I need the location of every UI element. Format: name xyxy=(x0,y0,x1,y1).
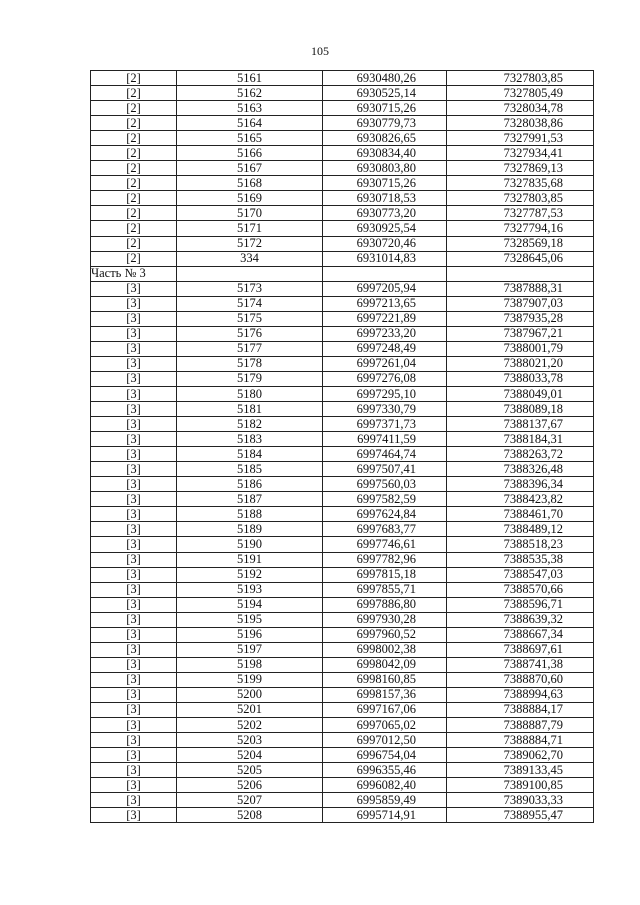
blank-cell-x xyxy=(323,266,447,281)
x-coordinate-cell: 6997233,20 xyxy=(323,326,447,341)
x-coordinate-cell: 6998160,85 xyxy=(323,672,447,687)
point-number-cell: 5184 xyxy=(177,447,323,462)
part-cell: [3] xyxy=(91,748,177,763)
part-cell: [3] xyxy=(91,417,177,432)
part-cell: [3] xyxy=(91,687,177,702)
point-number-cell: 5168 xyxy=(177,176,323,191)
x-coordinate-cell: 6997782,96 xyxy=(323,552,447,567)
point-number-cell: 5198 xyxy=(177,657,323,672)
table-row xyxy=(91,808,594,823)
part-cell: [3] xyxy=(91,597,177,612)
point-number-cell: 5185 xyxy=(177,462,323,477)
point-number-cell: 5188 xyxy=(177,507,323,522)
y-coordinate-cell: 7388396,34 xyxy=(447,477,594,492)
table-row xyxy=(91,417,594,432)
table-row xyxy=(91,597,594,612)
x-coordinate-cell: 6998157,36 xyxy=(323,687,447,702)
x-coordinate-cell: 6996355,46 xyxy=(323,763,447,778)
x-coordinate-cell: 6995859,49 xyxy=(323,793,447,808)
part-cell: [3] xyxy=(91,462,177,477)
blank-cell-y xyxy=(447,266,594,281)
x-coordinate-cell: 6930925,54 xyxy=(323,221,447,236)
table-row xyxy=(91,507,594,522)
table-row xyxy=(91,733,594,748)
x-coordinate-cell: 6996754,04 xyxy=(323,748,447,763)
y-coordinate-cell: 7387907,03 xyxy=(447,296,594,311)
table-row xyxy=(91,522,594,537)
table-row xyxy=(91,432,594,447)
point-number-cell: 5197 xyxy=(177,642,323,657)
point-number-cell: 5203 xyxy=(177,733,323,748)
x-coordinate-cell: 6997886,80 xyxy=(323,597,447,612)
part-cell: [2] xyxy=(91,191,177,206)
part-cell: [2] xyxy=(91,71,177,86)
table-row xyxy=(91,251,594,266)
x-coordinate-cell: 6997855,71 xyxy=(323,582,447,597)
x-coordinate-cell: 6996082,40 xyxy=(323,778,447,793)
part-cell: [3] xyxy=(91,386,177,401)
x-coordinate-cell: 6930720,46 xyxy=(323,236,447,251)
part-cell: [2] xyxy=(91,206,177,221)
part-cell: [3] xyxy=(91,582,177,597)
x-coordinate-cell: 6997960,52 xyxy=(323,627,447,642)
y-coordinate-cell: 7388887,79 xyxy=(447,718,594,733)
y-coordinate-cell: 7389133,45 xyxy=(447,763,594,778)
y-coordinate-cell: 7388639,32 xyxy=(447,612,594,627)
x-coordinate-cell: 6930480,26 xyxy=(323,71,447,86)
x-coordinate-cell: 6930718,53 xyxy=(323,191,447,206)
point-number-cell: 5200 xyxy=(177,687,323,702)
x-coordinate-cell: 6997582,59 xyxy=(323,492,447,507)
y-coordinate-cell: 7388461,70 xyxy=(447,507,594,522)
part-cell: [3] xyxy=(91,642,177,657)
x-coordinate-cell: 6930834,40 xyxy=(323,146,447,161)
table-row xyxy=(91,702,594,717)
point-number-cell: 5207 xyxy=(177,793,323,808)
y-coordinate-cell: 7388049,01 xyxy=(447,386,594,401)
table-row xyxy=(91,281,594,296)
table-row xyxy=(91,537,594,552)
part-cell: [3] xyxy=(91,612,177,627)
blank-cell-point xyxy=(177,266,323,281)
table-row xyxy=(91,687,594,702)
y-coordinate-cell: 7388263,72 xyxy=(447,447,594,462)
point-number-cell: 5163 xyxy=(177,101,323,116)
point-number-cell: 5169 xyxy=(177,191,323,206)
part-cell: [3] xyxy=(91,702,177,717)
point-number-cell: 5183 xyxy=(177,432,323,447)
y-coordinate-cell: 7388547,03 xyxy=(447,567,594,582)
coordinates-table-body xyxy=(91,71,594,823)
table-row xyxy=(91,627,594,642)
point-number-cell: 5193 xyxy=(177,582,323,597)
part-cell: [3] xyxy=(91,552,177,567)
table-row xyxy=(91,131,594,146)
point-number-cell: 5178 xyxy=(177,356,323,371)
y-coordinate-cell: 7328569,18 xyxy=(447,236,594,251)
point-number-cell: 5201 xyxy=(177,702,323,717)
y-coordinate-cell: 7327787,53 xyxy=(447,206,594,221)
point-number-cell: 5186 xyxy=(177,477,323,492)
part-cell: [3] xyxy=(91,281,177,296)
part-cell: [3] xyxy=(91,507,177,522)
section-label: Часть № 3 xyxy=(91,266,177,281)
y-coordinate-cell: 7327934,41 xyxy=(447,146,594,161)
table-row xyxy=(91,552,594,567)
y-coordinate-cell: 7328038,86 xyxy=(447,116,594,131)
part-cell: [2] xyxy=(91,116,177,131)
table-row xyxy=(91,221,594,236)
point-number-cell: 5208 xyxy=(177,808,323,823)
point-number-cell: 5204 xyxy=(177,748,323,763)
part-cell: [2] xyxy=(91,131,177,146)
y-coordinate-cell: 7388884,17 xyxy=(447,702,594,717)
x-coordinate-cell: 6997746,61 xyxy=(323,537,447,552)
table-row xyxy=(91,793,594,808)
y-coordinate-cell: 7388667,34 xyxy=(447,627,594,642)
part-cell: [2] xyxy=(91,86,177,101)
coordinates-table xyxy=(90,70,594,823)
point-number-cell: 5176 xyxy=(177,326,323,341)
point-number-cell: 5205 xyxy=(177,763,323,778)
table-row xyxy=(91,341,594,356)
y-coordinate-cell: 7388184,31 xyxy=(447,432,594,447)
point-number-cell: 5181 xyxy=(177,402,323,417)
table-row xyxy=(91,672,594,687)
part-cell: [3] xyxy=(91,522,177,537)
table-row xyxy=(91,582,594,597)
point-number-cell: 5175 xyxy=(177,311,323,326)
y-coordinate-cell: 7388021,20 xyxy=(447,356,594,371)
x-coordinate-cell: 6997213,65 xyxy=(323,296,447,311)
table-row xyxy=(91,236,594,251)
x-coordinate-cell: 6997276,08 xyxy=(323,371,447,386)
x-coordinate-cell: 6995714,91 xyxy=(323,808,447,823)
x-coordinate-cell: 6997624,84 xyxy=(323,507,447,522)
x-coordinate-cell: 6930803,80 xyxy=(323,161,447,176)
part-cell: [3] xyxy=(91,447,177,462)
table-row xyxy=(91,447,594,462)
table-row xyxy=(91,477,594,492)
y-coordinate-cell: 7388870,60 xyxy=(447,672,594,687)
part-cell: [3] xyxy=(91,477,177,492)
x-coordinate-cell: 6998002,38 xyxy=(323,642,447,657)
point-number-cell: 5170 xyxy=(177,206,323,221)
x-coordinate-cell: 6998042,09 xyxy=(323,657,447,672)
point-number-cell: 5194 xyxy=(177,597,323,612)
x-coordinate-cell: 6930826,65 xyxy=(323,131,447,146)
point-number-cell: 5202 xyxy=(177,718,323,733)
point-number-cell: 5180 xyxy=(177,386,323,401)
part-cell: [3] xyxy=(91,778,177,793)
point-number-cell: 5192 xyxy=(177,567,323,582)
y-coordinate-cell: 7327991,53 xyxy=(447,131,594,146)
table-row xyxy=(91,206,594,221)
y-coordinate-cell: 7389100,85 xyxy=(447,778,594,793)
table-row xyxy=(91,778,594,793)
part-cell: [2] xyxy=(91,146,177,161)
x-coordinate-cell: 6997507,41 xyxy=(323,462,447,477)
x-coordinate-cell: 6930773,20 xyxy=(323,206,447,221)
y-coordinate-cell: 7388137,67 xyxy=(447,417,594,432)
x-coordinate-cell: 6997411,59 xyxy=(323,432,447,447)
point-number-cell: 5161 xyxy=(177,71,323,86)
table-row xyxy=(91,492,594,507)
x-coordinate-cell: 6930525,14 xyxy=(323,86,447,101)
table-row xyxy=(91,71,594,86)
table-row xyxy=(91,371,594,386)
table-row xyxy=(91,326,594,341)
part-cell: [3] xyxy=(91,402,177,417)
x-coordinate-cell: 6930715,26 xyxy=(323,176,447,191)
x-coordinate-cell: 6997248,49 xyxy=(323,341,447,356)
point-number-cell: 5187 xyxy=(177,492,323,507)
table-row xyxy=(91,402,594,417)
point-number-cell: 5179 xyxy=(177,371,323,386)
x-coordinate-cell: 6997167,06 xyxy=(323,702,447,717)
table-row xyxy=(91,642,594,657)
table-row xyxy=(91,116,594,131)
part-cell: [3] xyxy=(91,492,177,507)
table-row xyxy=(91,567,594,582)
y-coordinate-cell: 7388535,38 xyxy=(447,552,594,567)
part-cell: [2] xyxy=(91,251,177,266)
part-cell: [3] xyxy=(91,808,177,823)
y-coordinate-cell: 7327869,13 xyxy=(447,161,594,176)
y-coordinate-cell: 7388994,63 xyxy=(447,687,594,702)
x-coordinate-cell: 6997560,03 xyxy=(323,477,447,492)
part-cell: [2] xyxy=(91,236,177,251)
page-number: 105 xyxy=(311,44,329,58)
x-coordinate-cell: 6997012,50 xyxy=(323,733,447,748)
table-row xyxy=(91,191,594,206)
y-coordinate-cell: 7327794,16 xyxy=(447,221,594,236)
part-cell: [3] xyxy=(91,537,177,552)
y-coordinate-cell: 7388884,71 xyxy=(447,733,594,748)
y-coordinate-cell: 7328645,06 xyxy=(447,251,594,266)
table-row xyxy=(91,356,594,371)
part-cell: [2] xyxy=(91,221,177,236)
y-coordinate-cell: 7387935,28 xyxy=(447,311,594,326)
y-coordinate-cell: 7388955,47 xyxy=(447,808,594,823)
part-cell: [3] xyxy=(91,567,177,582)
y-coordinate-cell: 7388596,71 xyxy=(447,597,594,612)
x-coordinate-cell: 6997295,10 xyxy=(323,386,447,401)
x-coordinate-cell: 6997205,94 xyxy=(323,281,447,296)
y-coordinate-cell: 7388697,61 xyxy=(447,642,594,657)
part-cell: [3] xyxy=(91,341,177,356)
point-number-cell: 5172 xyxy=(177,236,323,251)
point-number-cell: 5206 xyxy=(177,778,323,793)
section-header-row xyxy=(91,266,594,281)
y-coordinate-cell: 7388741,38 xyxy=(447,657,594,672)
part-cell: [3] xyxy=(91,763,177,778)
point-number-cell: 5166 xyxy=(177,146,323,161)
point-number-cell: 5173 xyxy=(177,281,323,296)
part-cell: [3] xyxy=(91,672,177,687)
x-coordinate-cell: 6997815,18 xyxy=(323,567,447,582)
y-coordinate-cell: 7327803,85 xyxy=(447,191,594,206)
x-coordinate-cell: 6997330,79 xyxy=(323,402,447,417)
x-coordinate-cell: 6931014,83 xyxy=(323,251,447,266)
x-coordinate-cell: 6997464,74 xyxy=(323,447,447,462)
part-cell: [3] xyxy=(91,627,177,642)
point-number-cell: 334 xyxy=(177,251,323,266)
table-row xyxy=(91,612,594,627)
table-row xyxy=(91,161,594,176)
x-coordinate-cell: 6997261,04 xyxy=(323,356,447,371)
point-number-cell: 5164 xyxy=(177,116,323,131)
y-coordinate-cell: 7388089,18 xyxy=(447,402,594,417)
y-coordinate-cell: 7327803,85 xyxy=(447,71,594,86)
y-coordinate-cell: 7327805,49 xyxy=(447,86,594,101)
part-cell: [3] xyxy=(91,356,177,371)
point-number-cell: 5171 xyxy=(177,221,323,236)
table-row xyxy=(91,176,594,191)
x-coordinate-cell: 6997930,28 xyxy=(323,612,447,627)
y-coordinate-cell: 7388033,78 xyxy=(447,371,594,386)
point-number-cell: 5196 xyxy=(177,627,323,642)
y-coordinate-cell: 7328034,78 xyxy=(447,101,594,116)
part-cell: [3] xyxy=(91,311,177,326)
table-row xyxy=(91,146,594,161)
table-row xyxy=(91,296,594,311)
y-coordinate-cell: 7388518,23 xyxy=(447,537,594,552)
part-cell: [3] xyxy=(91,657,177,672)
x-coordinate-cell: 6997221,89 xyxy=(323,311,447,326)
point-number-cell: 5195 xyxy=(177,612,323,627)
x-coordinate-cell: 6997371,73 xyxy=(323,417,447,432)
part-cell: [2] xyxy=(91,101,177,116)
point-number-cell: 5182 xyxy=(177,417,323,432)
part-cell: [3] xyxy=(91,296,177,311)
x-coordinate-cell: 6997683,77 xyxy=(323,522,447,537)
table-row xyxy=(91,748,594,763)
y-coordinate-cell: 7389033,33 xyxy=(447,793,594,808)
part-cell: [2] xyxy=(91,176,177,191)
part-cell: [2] xyxy=(91,161,177,176)
point-number-cell: 5177 xyxy=(177,341,323,356)
table-row xyxy=(91,657,594,672)
part-cell: [3] xyxy=(91,733,177,748)
table-row xyxy=(91,718,594,733)
point-number-cell: 5165 xyxy=(177,131,323,146)
y-coordinate-cell: 7327835,68 xyxy=(447,176,594,191)
table-row xyxy=(91,763,594,778)
table-row xyxy=(91,101,594,116)
table-row xyxy=(91,311,594,326)
table-row xyxy=(91,386,594,401)
x-coordinate-cell: 6997065,02 xyxy=(323,718,447,733)
point-number-cell: 5189 xyxy=(177,522,323,537)
y-coordinate-cell: 7388570,66 xyxy=(447,582,594,597)
y-coordinate-cell: 7389062,70 xyxy=(447,748,594,763)
x-coordinate-cell: 6930715,26 xyxy=(323,101,447,116)
y-coordinate-cell: 7388423,82 xyxy=(447,492,594,507)
part-cell: [3] xyxy=(91,326,177,341)
part-cell: [3] xyxy=(91,718,177,733)
y-coordinate-cell: 7387888,31 xyxy=(447,281,594,296)
part-cell: [3] xyxy=(91,432,177,447)
y-coordinate-cell: 7388326,48 xyxy=(447,462,594,477)
part-cell: [3] xyxy=(91,793,177,808)
point-number-cell: 5167 xyxy=(177,161,323,176)
y-coordinate-cell: 7388489,12 xyxy=(447,522,594,537)
y-coordinate-cell: 7387967,21 xyxy=(447,326,594,341)
point-number-cell: 5174 xyxy=(177,296,323,311)
table-row xyxy=(91,86,594,101)
point-number-cell: 5162 xyxy=(177,86,323,101)
point-number-cell: 5191 xyxy=(177,552,323,567)
x-coordinate-cell: 6930779,73 xyxy=(323,116,447,131)
table-row xyxy=(91,462,594,477)
point-number-cell: 5190 xyxy=(177,537,323,552)
point-number-cell: 5199 xyxy=(177,672,323,687)
part-cell: [3] xyxy=(91,371,177,386)
y-coordinate-cell: 7388001,79 xyxy=(447,341,594,356)
